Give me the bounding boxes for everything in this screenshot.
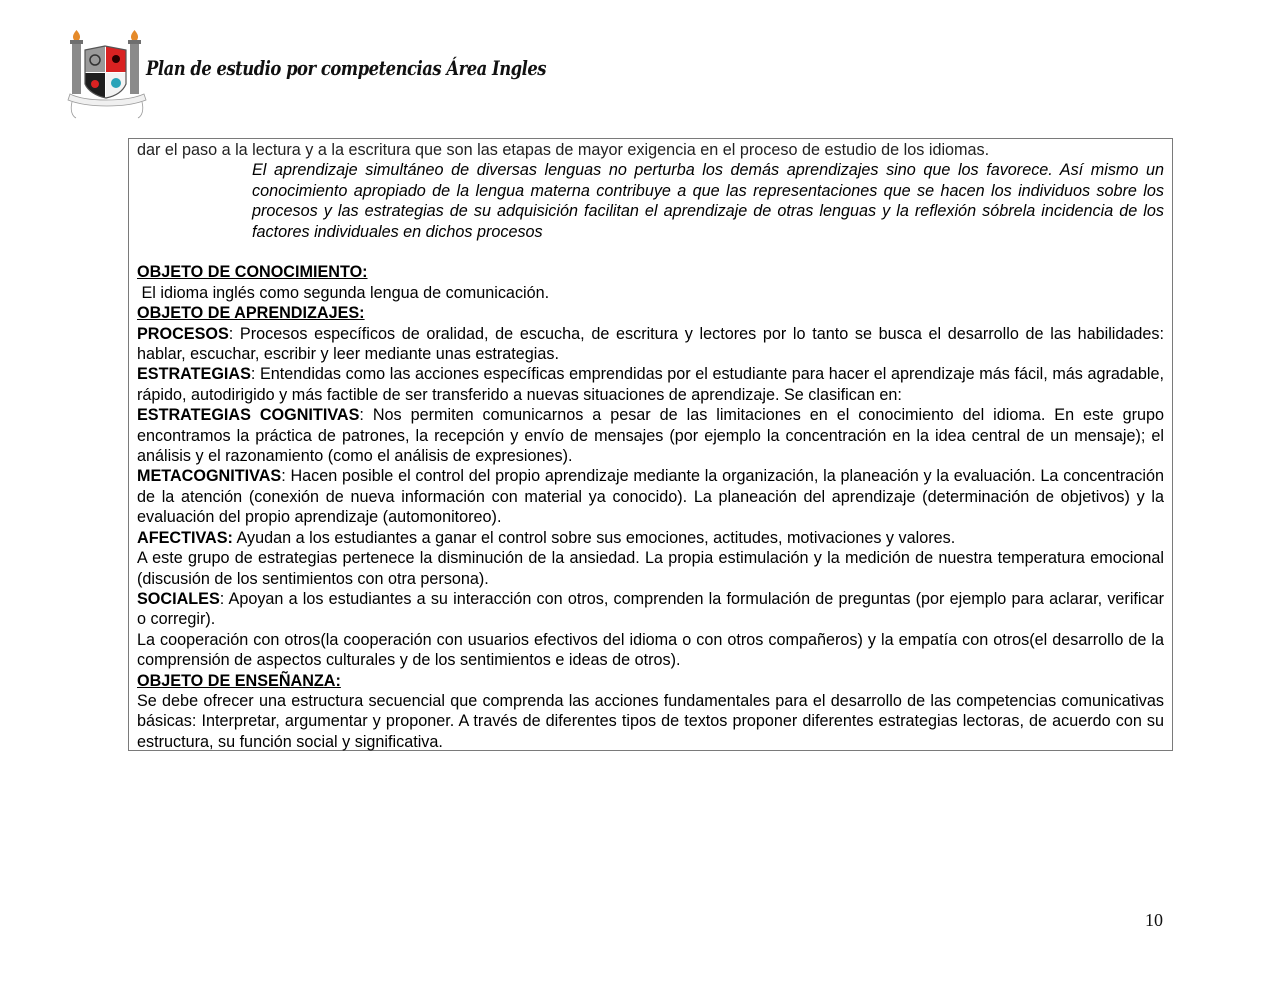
paragraph-procesos xyxy=(137,324,1164,365)
spacer xyxy=(137,242,1164,262)
text-estrategias-cognitivas: : Nos permiten comunicarnos a pesar de las limitaciones en el conocimiento del idioma. En este grupo encontramos la práctica de patrones, la recepción y envío de mensajes (por ejemplo la concentración en la idea central de un mensaje); el análisis y el razonamiento (como el análisis de expresiones). xyxy=(137,406,1164,466)
paragraph-metacognitivas xyxy=(137,466,1164,527)
term-sociales: SOCIALES xyxy=(137,589,220,608)
document-title: Plan de estudio por competencias Área Ingles xyxy=(146,56,547,80)
paragraph-afectivas xyxy=(137,528,1164,548)
paragraph-afectivas-detail xyxy=(137,548,1164,589)
paragraph-estrategias xyxy=(137,364,1164,405)
intro-line: dar el paso a la lectura y a la escritura que son las etapas de mayor exigencia en el proceso de estudio de los idiomas. xyxy=(137,141,990,159)
text-sociales: : Apoyan a los estudiantes a su interacción con otros, comprenden la formulación de preguntas (por ejemplo para aclarar, verificar o corregir). xyxy=(137,589,1164,629)
heading-objeto-conocimiento: OBJETO DE CONOCIMIENTO: xyxy=(137,263,368,282)
quote-paragraph: El aprendizaje simultáneo de diversas lenguas no perturba los demás aprendizajes sino que los favorece. Así mismo un conocimiento apropiado de la lengua materna contribuye a que las representaciones que se hacen los individuos sobre los procesos y las estrategias de su adquisición facilitan el aprendizaje de otras lenguas y la reflexión sóbrela incidencia de los factores individuales en dichos procesos xyxy=(252,161,1164,241)
term-metacognitivas: METACOGNITIVAS xyxy=(137,467,282,486)
text-procesos: : Procesos específicos de oralidad, de escucha, de escritura y lectores por lo tanto se busca el desarrollo de las habilidades: hablar, escuchar, escribir y leer mediante unas estrategias. xyxy=(137,324,1164,364)
paragraph-sociales xyxy=(137,589,1164,630)
paragraph-sociales-detail xyxy=(137,630,1164,671)
document-header xyxy=(66,28,547,123)
heading-objeto-aprendizajes: OBJETO DE APRENDIZAJES: xyxy=(137,304,365,323)
term-procesos: PROCESOS xyxy=(137,324,229,343)
objeto-conocimiento-text: El idioma inglés como segunda lengua de comunicación. xyxy=(137,283,550,302)
school-crest-icon xyxy=(66,28,150,120)
text-afectivas-detail: A este grupo de estrategias pertenece la disminución de la ansiedad. La propia estimulación y la medición de nuestra temperatura emocional (discusión de los sentimientos con otra persona). xyxy=(137,549,1164,588)
text-metacognitivas: : Hacen posible el control del propio aprendizaje mediante la organización, la planeación y la evaluación. La concentración de la atención (conexión de nueva información con material ya conocido). La planeación del aprendizaje (determinación de objetivos) y la evaluación del propio aprendizaje (automonitoreo). xyxy=(137,467,1164,527)
term-estrategias: ESTRATEGIAS xyxy=(137,365,251,384)
objeto-ensenanza-text: Se debe ofrecer una estructura secuencial que comprenda las acciones fundamentales para el desarrollo de las competencias comunicativas básicas: Interpretar, argumentar y proponer. A través de diferentes tipos de textos proponer diferentes estrategias lectoras, de acuerdo con su estructura, su función social y significativa. xyxy=(137,691,1164,751)
heading-objeto-ensenanza: OBJETO DE ENSEÑANZA: xyxy=(137,671,341,690)
paragraph-estrategias-cognitivas xyxy=(137,405,1164,466)
page-number: 10 xyxy=(1145,910,1163,930)
text-estrategias: : Entendidas como las acciones específicas emprendidas por el estudiante para hacer el aprendizaje más fácil, más agradable, rápido, autodirigido y más factible de ser transferido a nuevas situaciones de aprendizaje. Se clasifican en: xyxy=(137,365,1164,404)
text-sociales-detail: La cooperación con otros(la cooperación con usuarios efectivos del idioma o con otros compañeros) y la empatía con otros(el desarrollo de la comprensión de aspectos culturales y de los sentimientos e ideas de otros). xyxy=(137,630,1164,670)
term-estrategias-cognitivas: ESTRATEGIAS COGNITIVAS xyxy=(137,406,360,425)
content-box xyxy=(128,138,1173,751)
term-afectivas: AFECTIVAS: xyxy=(137,528,233,547)
text-afectivas: Ayudan a los estudiantes a ganar el control sobre sus emociones, actitudes, motivaciones y valores. xyxy=(232,528,956,547)
